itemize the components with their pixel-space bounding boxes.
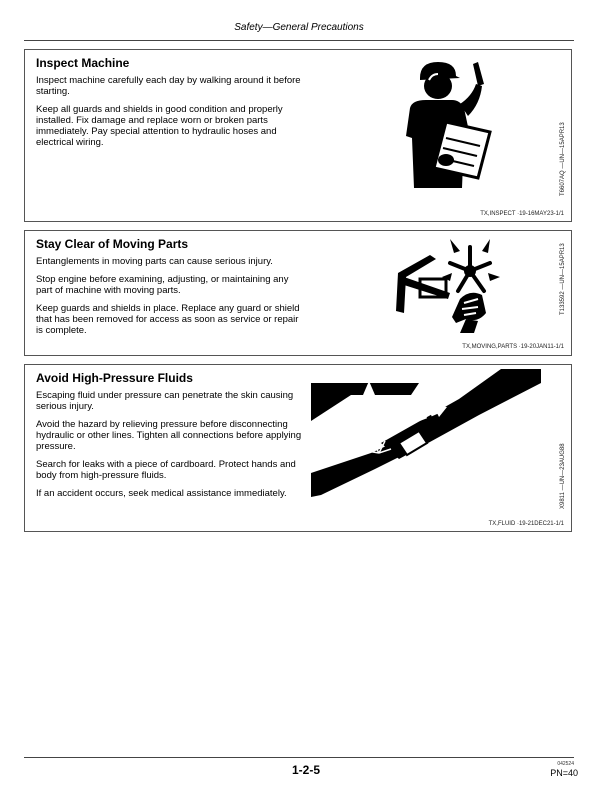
- section-body: [36, 390, 302, 506]
- entanglement-hazard-icon: [390, 233, 520, 333]
- reference-code: TX,INSPECT ·19-16MAY23-1/1: [480, 211, 564, 217]
- section-title: Stay Clear of Moving Parts: [36, 237, 189, 251]
- paragraph: Search for leaks with a piece of cardboard. Protect hands and body from high-pressure fluids.: [36, 459, 296, 481]
- page-header: Safety—General Precautions: [234, 22, 364, 33]
- section-body: [36, 256, 302, 343]
- paragraph: Avoid the hazard by relieving pressure before disconnecting hydraulic or other lines. Tighten all connections before applying pressure.: [36, 419, 302, 452]
- paragraph: Stop engine before examining, adjusting, or maintaining any part of machine with moving parts.: [36, 274, 289, 296]
- paragraph: Keep all guards and shields in good condition and properly installed. Fix damage and replace worn or broken parts immediately. Pay special attention to hydraulic hoses and electrical wiring.: [36, 104, 283, 148]
- high-pressure-fluid-hazard-icon: [311, 369, 541, 507]
- section-inspect-machine: [24, 49, 572, 222]
- section-stay-clear-moving-parts: [24, 230, 572, 356]
- reference-code: TX,FLUID ·19-21DEC21-1/1: [488, 521, 564, 527]
- figure-id: X9811 —UN—23AUG88: [560, 443, 566, 509]
- section-body: [36, 75, 302, 155]
- header-divider: [24, 40, 574, 41]
- section-avoid-high-pressure-fluids: [24, 364, 572, 532]
- paragraph: If an accident occurs, seek medical assistance immediately.: [36, 488, 287, 499]
- paragraph: Keep guards and shields in place. Replace any guard or shield that has been removed for access as soon as service or repair is complete.: [36, 303, 300, 336]
- page-pn: PN=40: [550, 768, 578, 778]
- reference-code: TX,MOVING,PARTS ·19-20JAN11-1/1: [462, 344, 564, 350]
- print-code: 042524: [557, 761, 574, 767]
- paragraph: Escaping fluid under pressure can penetrate the skin causing serious injury.: [36, 390, 294, 412]
- paragraph: Inspect machine carefully each day by walking around it before starting.: [36, 75, 301, 97]
- figure-id: T6607AQ —UN—15APR13: [560, 122, 566, 196]
- inspector-with-clipboard-icon: [380, 56, 510, 194]
- footer-divider: [24, 757, 574, 758]
- section-title: Inspect Machine: [36, 56, 130, 70]
- page-number: 1-2-5: [291, 763, 320, 777]
- paragraph: Entanglements in moving parts can cause serious injury.: [36, 256, 273, 267]
- figure-id: T133592 —UN—15APR13: [560, 243, 566, 315]
- section-title: Avoid High-Pressure Fluids: [36, 371, 193, 385]
